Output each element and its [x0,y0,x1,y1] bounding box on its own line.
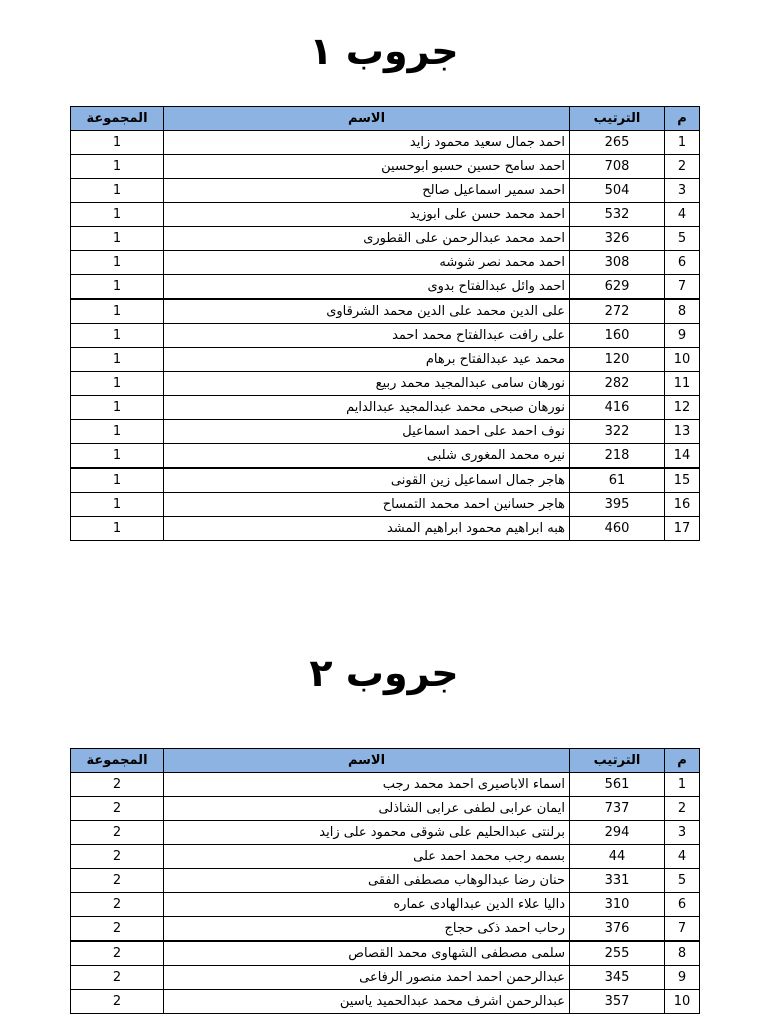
row-number: 17 [665,517,700,541]
row-number: 11 [665,372,700,396]
header-group: المجموعة [71,107,164,131]
group-cell: 2 [71,773,164,797]
name-cell: هبه ابراهيم محمود ابراهيم المشد [164,517,570,541]
header-rank: الترتيب [570,749,665,773]
group-cell: 1 [71,227,164,251]
name-cell: نيره محمد المغورى شلبى [164,444,570,469]
group-cell: 2 [71,990,164,1014]
table-row [71,845,700,869]
table-row [71,941,700,966]
name-cell: عبدالرحمن احمد احمد منصور الرفاعى [164,966,570,990]
table-row [71,917,700,942]
row-number: 16 [665,493,700,517]
table-row [71,821,700,845]
rank-cell: 120 [570,348,665,372]
row-number: 9 [665,324,700,348]
table-header-row [71,107,700,131]
rank-cell: 345 [570,966,665,990]
rank-cell: 416 [570,396,665,420]
rank-cell: 294 [570,821,665,845]
group-1-table [70,106,700,541]
row-number: 9 [665,966,700,990]
row-number: 1 [665,773,700,797]
table-row [71,893,700,917]
table-header-row [71,749,700,773]
group-cell: 2 [71,845,164,869]
row-number: 10 [665,990,700,1014]
name-cell: على الدين محمد على الدين محمد الشرقاوى [164,299,570,324]
rank-cell: 322 [570,420,665,444]
name-cell: احمد وائل عبدالفتاح بدوى [164,275,570,300]
rank-cell: 737 [570,797,665,821]
name-cell: على رافت عبدالفتاح محمد احمد [164,324,570,348]
group-cell: 2 [71,966,164,990]
name-cell: رحاب احمد ذكى حجاج [164,917,570,942]
table-row [71,493,700,517]
group-cell: 1 [71,396,164,420]
name-cell: سلمى مصطفى الشهاوى محمد القصاص [164,941,570,966]
table-row [71,797,700,821]
name-cell: احمد جمال سعيد محمود زايد [164,131,570,155]
group-cell: 1 [71,275,164,300]
group-cell: 2 [71,797,164,821]
rank-cell: 460 [570,517,665,541]
header-group: المجموعة [71,749,164,773]
group-2-title: جروب ٢ [309,651,459,695]
name-cell: نورهان صبحى محمد عبدالمجيد عبدالدايم [164,396,570,420]
group-2-table [70,748,700,1014]
group-cell: 1 [71,468,164,493]
row-number: 10 [665,348,700,372]
name-cell: برلنتى عبدالحليم على شوقى محمود على زايد [164,821,570,845]
row-number: 12 [665,396,700,420]
rank-cell: 395 [570,493,665,517]
group-2-table-body [71,773,700,1014]
name-cell: هاجر حسانين احمد محمد التمساح [164,493,570,517]
name-cell: داليا علاء الدين عبدالهادى عماره [164,893,570,917]
name-cell: احمد سامح حسين حسبو ابوحسين [164,155,570,179]
header-name: الاسم [164,749,570,773]
rank-cell: 218 [570,444,665,469]
row-number: 6 [665,893,700,917]
row-number: 1 [665,131,700,155]
group-cell: 1 [71,155,164,179]
name-cell: عبدالرحمن اشرف محمد عبدالحميد ياسين [164,990,570,1014]
group-cell: 1 [71,299,164,324]
table-row [71,275,700,300]
table-row [71,179,700,203]
group-cell: 1 [71,372,164,396]
header-m: م [665,749,700,773]
rank-cell: 44 [570,845,665,869]
group-cell: 1 [71,348,164,372]
rank-cell: 629 [570,275,665,300]
table-row [71,396,700,420]
name-cell: حنان رضا عبدالوهاب مصطفى الفقى [164,869,570,893]
rank-cell: 532 [570,203,665,227]
table-row [71,203,700,227]
row-number: 2 [665,797,700,821]
name-cell: احمد محمد حسن على ابوزيد [164,203,570,227]
row-number: 6 [665,251,700,275]
group-cell: 1 [71,493,164,517]
table-row [71,299,700,324]
rank-cell: 504 [570,179,665,203]
header-m: م [665,107,700,131]
table-row [71,517,700,541]
rank-cell: 561 [570,773,665,797]
table-row [71,468,700,493]
row-number: 2 [665,155,700,179]
table-row [71,966,700,990]
group-1-table-body [71,131,700,541]
table-row [71,372,700,396]
row-number: 5 [665,227,700,251]
table-row [71,420,700,444]
table-row [71,155,700,179]
group-cell: 2 [71,941,164,966]
rank-cell: 272 [570,299,665,324]
group-cell: 1 [71,420,164,444]
group-cell: 2 [71,869,164,893]
group-cell: 2 [71,893,164,917]
group-cell: 1 [71,251,164,275]
row-number: 8 [665,299,700,324]
group-cell: 1 [71,444,164,469]
row-number: 7 [665,917,700,942]
rank-cell: 255 [570,941,665,966]
header-rank: الترتيب [570,107,665,131]
rank-cell: 265 [570,131,665,155]
table-row [71,990,700,1014]
row-number: 13 [665,420,700,444]
row-number: 7 [665,275,700,300]
name-cell: نورهان سامى عبدالمجيد محمد ربيع [164,372,570,396]
table-row [71,131,700,155]
table-row [71,251,700,275]
table-row [71,348,700,372]
table-row [71,869,700,893]
group-1-title: جروب ١ [309,29,459,73]
group-cell: 1 [71,324,164,348]
rank-cell: 61 [570,468,665,493]
name-cell: ايمان عرابى لطفى عرابى الشاذلى [164,797,570,821]
row-number: 4 [665,845,700,869]
group-cell: 2 [71,917,164,942]
name-cell: نوف احمد على احمد اسماعيل [164,420,570,444]
name-cell: هاجر جمال اسماعيل زين القونى [164,468,570,493]
row-number: 15 [665,468,700,493]
group-cell: 2 [71,821,164,845]
table-row [71,773,700,797]
rank-cell: 310 [570,893,665,917]
row-number: 3 [665,179,700,203]
row-number: 3 [665,821,700,845]
name-cell: احمد محمد نصر شوشه [164,251,570,275]
table-row [71,444,700,469]
group-cell: 1 [71,179,164,203]
group-cell: 1 [71,131,164,155]
rank-cell: 308 [570,251,665,275]
group-cell: 1 [71,203,164,227]
rank-cell: 160 [570,324,665,348]
table-row [71,324,700,348]
name-cell: احمد سمير اسماعيل صالح [164,179,570,203]
name-cell: محمد عيد عبدالفتاح برهام [164,348,570,372]
row-number: 4 [665,203,700,227]
table-row [71,227,700,251]
row-number: 14 [665,444,700,469]
rank-cell: 331 [570,869,665,893]
name-cell: بسمه رجب محمد احمد على [164,845,570,869]
row-number: 8 [665,941,700,966]
rank-cell: 708 [570,155,665,179]
header-name: الاسم [164,107,570,131]
row-number: 5 [665,869,700,893]
rank-cell: 357 [570,990,665,1014]
group-cell: 1 [71,517,164,541]
rank-cell: 326 [570,227,665,251]
rank-cell: 376 [570,917,665,942]
name-cell: احمد محمد عبدالرحمن على القطورى [164,227,570,251]
rank-cell: 282 [570,372,665,396]
name-cell: اسماء الاباصيرى احمد محمد رجب [164,773,570,797]
